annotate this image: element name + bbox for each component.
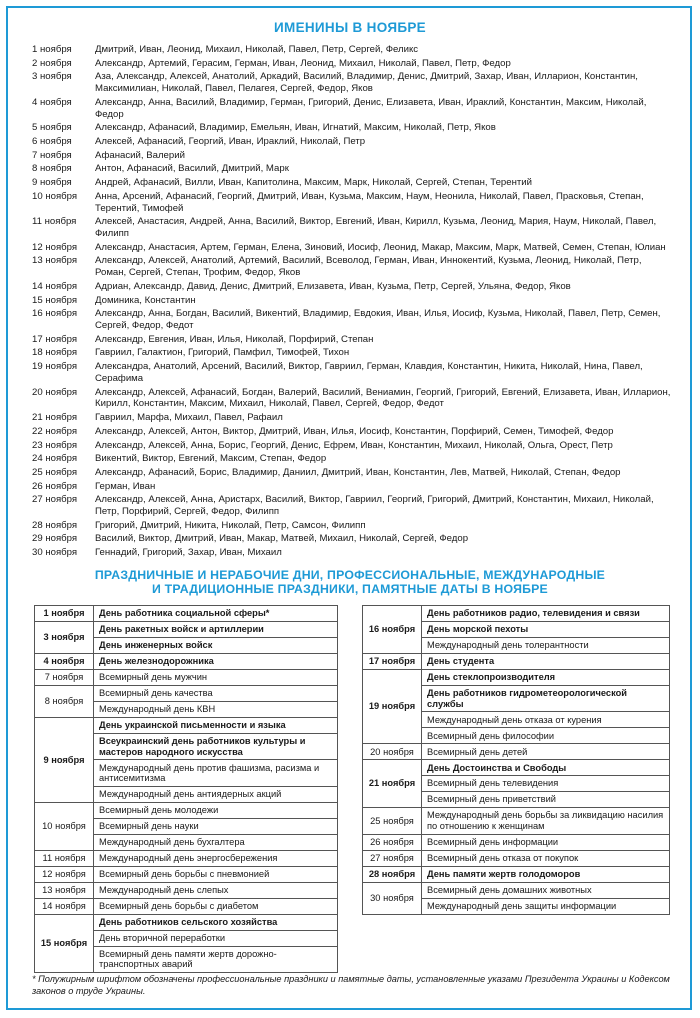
name-day-row [32, 295, 672, 307]
name-day-names: Александр, Евгения, Иван, Илья, Николай, Порфирий, Степан [95, 333, 374, 345]
name-day-names: Александр, Алексей, Анна, Аристарх, Василий, Виктор, Гавриил, Георгий, Григорий, Дмитрий, Константин, Михаил, Николай, Петр, Порфирий, Сергей, Федор, Филипп [95, 494, 654, 518]
name-day-names: Алексей, Анастасия, Андрей, Анна, Василий, Виктор, Евгений, Иван, Кирилл, Кузьма, Леонид, Мария, Наум, Николай, Павел, Филипп [95, 216, 657, 240]
holiday-event: День работников гидрометеорологической службы [422, 685, 670, 712]
name-day-row [32, 426, 672, 438]
name-day-names: Афанасий, Валерий [95, 149, 185, 161]
holiday-event: Всемирный день домашних животных [422, 882, 670, 898]
holiday-date: 17 ноября [363, 653, 422, 669]
holidays-title [20, 568, 680, 596]
holiday-row [35, 685, 338, 701]
name-day-names: Александр, Анна, Василий, Владимир, Герман, Григорий, Денис, Елизавета, Иван, Ираклий, Константин, Максим, Николай, Федор [95, 96, 647, 120]
holiday-date: 4 ноября [35, 653, 94, 669]
name-day-row [32, 163, 672, 175]
name-day-row [32, 547, 672, 559]
holiday-row [35, 621, 338, 637]
name-day-date: 7 ноября [32, 149, 72, 161]
holiday-row [363, 669, 670, 685]
holiday-row [35, 866, 338, 882]
name-day-date: 17 ноября [32, 333, 78, 345]
holiday-event: День ракетных войск и артиллерии [94, 621, 338, 637]
holiday-row [363, 850, 670, 866]
name-day-row [32, 281, 672, 293]
name-day-date: 18 ноября [32, 347, 78, 359]
holiday-row [35, 802, 338, 818]
name-day-date: 25 ноября [32, 466, 78, 478]
name-day-names: Антон, Афанасий, Василий, Дмитрий, Марк [95, 163, 289, 175]
name-day-date: 22 ноября [32, 425, 78, 437]
name-day-date: 13 ноября [32, 255, 78, 267]
holiday-date: 13 ноября [35, 882, 94, 898]
holiday-row [35, 850, 338, 866]
holiday-date: 16 ноября [363, 606, 422, 654]
name-day-names: Гавриил, Марфа, Михаил, Павел, Рафаил [95, 412, 283, 424]
name-day-date: 4 ноября [32, 96, 72, 108]
holiday-event: Всемирный день приветствий [422, 792, 670, 808]
name-days-title: ИМЕНИНЫ В НОЯБРЕ [274, 20, 426, 35]
name-day-names: Доминика, Константин [95, 294, 196, 306]
holiday-event: День Достоинства и Свободы [422, 760, 670, 776]
holiday-event: Всемирный день телевидения [422, 776, 670, 792]
holiday-event: Всемирный день отказа от покупок [422, 850, 670, 866]
name-day-row [32, 361, 672, 385]
name-day-row [32, 136, 672, 148]
name-day-row [32, 58, 672, 70]
name-day-row [32, 334, 672, 346]
holiday-event: Международный день КВН [94, 701, 338, 717]
name-day-date: 8 ноября [32, 163, 72, 175]
holiday-event: Всемирный день мужчин [94, 669, 338, 685]
holiday-event: День студента [422, 653, 670, 669]
holiday-event: Международный день борьбы за ликвидацию насилия по отношению к женщинам [422, 808, 670, 835]
name-day-names: Анна, Арсений, Афанасий, Георгий, Дмитрий, Иван, Кузьма, Максим, Наум, Неонила, Николай, Павел, Прасковья, Степан, Терентий, Тимофей [95, 190, 644, 214]
holiday-event: День работников сельского хозяйства [94, 914, 338, 930]
name-day-row [32, 150, 672, 162]
holiday-row [363, 882, 670, 898]
name-day-names: Александр, Артемий, Герасим, Герман, Иван, Леонид, Михаил, Николай, Павел, Петр, Федор [95, 57, 511, 69]
name-day-row [32, 97, 672, 121]
name-day-date: 20 ноября [32, 386, 78, 398]
name-day-row [32, 44, 672, 56]
holiday-date: 26 ноября [363, 834, 422, 850]
name-day-names: Адриан, Александр, Давид, Денис, Дмитрий, Елизавета, Иван, Кузьма, Петр, Сергей, Ульяна, Федор, Яков [95, 280, 571, 292]
name-day-date: 3 ноября [32, 71, 72, 83]
name-day-row [32, 412, 672, 424]
name-days-list [32, 44, 672, 561]
name-day-date: 15 ноября [32, 294, 78, 306]
holiday-event: Всемирный день борьбы с диабетом [94, 898, 338, 914]
name-day-row [32, 347, 672, 359]
name-day-names: Александра, Анатолий, Арсений, Василий, Виктор, Гавриил, Герман, Клавдия, Константин, Никита, Николай, Нина, Павел, Серафима [95, 361, 643, 384]
name-day-date: 9 ноября [32, 177, 72, 189]
name-day-names: Викентий, Виктор, Евгений, Максим, Степан, Федор [95, 453, 327, 465]
name-day-row [32, 308, 672, 332]
name-day-names: Геннадий, Григорий, Захар, Иван, Михаил [95, 547, 282, 559]
holiday-date: 28 ноября [363, 866, 422, 882]
holiday-row [363, 808, 670, 835]
name-day-date: 24 ноября [32, 453, 78, 465]
holiday-event: День памяти жертв голодоморов [422, 866, 670, 882]
holiday-event: Всемирный день памяти жертв дорожно-транспортных аварий [94, 946, 338, 973]
name-day-names: Герман, Иван [95, 480, 156, 492]
holiday-date: 3 ноября [35, 621, 94, 653]
holiday-event: День работника социальной сферы* [94, 606, 338, 622]
holiday-row [363, 834, 670, 850]
name-day-date: 21 ноября [32, 412, 78, 424]
name-day-row [32, 453, 672, 465]
holiday-event: Всемирный день борьбы с пневмонией [94, 866, 338, 882]
name-day-names: Андрей, Афанасий, Вилли, Иван, Капитолина, Максим, Марк, Николай, Сергей, Степан, Терентий [95, 177, 532, 189]
holiday-row [35, 653, 338, 669]
holiday-event: День вторичной переработки [94, 930, 338, 946]
holiday-date: 11 ноября [35, 850, 94, 866]
holiday-event: Международный день бухгалтера [94, 834, 338, 850]
holiday-date: 7 ноября [35, 669, 94, 685]
holiday-event: День морской пехоты [422, 621, 670, 637]
name-day-date: 6 ноября [32, 136, 72, 148]
name-day-date: 5 ноября [32, 122, 72, 134]
holiday-date: 30 ноября [363, 882, 422, 914]
name-day-date: 23 ноября [32, 439, 78, 451]
name-day-row [32, 387, 672, 411]
name-day-row [32, 440, 672, 452]
name-day-names: Александр, Алексей, Анатолий, Артемий, Василий, Всеволод, Герман, Иван, Иннокентий, Кузьма, Леонид, Николай, Петр, Роман, Сергей, Степан, Трофим, Федор, Яков [95, 255, 642, 279]
holiday-row [363, 744, 670, 760]
name-day-names: Василий, Виктор, Дмитрий, Иван, Макар, Матвей, Михаил, Николай, Сергей, Федор [95, 533, 469, 545]
name-day-names: Александр, Анна, Богдан, Василий, Викентий, Владимир, Евдокия, Иван, Илья, Иосиф, Кузьма, Николай, Павел, Петр, Семен, Сергей, Федор, Федот [95, 308, 661, 332]
name-day-row [32, 191, 672, 215]
holiday-event: Международный день отказа от курения [422, 712, 670, 728]
name-day-date: 14 ноября [32, 280, 78, 292]
name-day-row [32, 216, 672, 240]
name-day-names: Гавриил, Галактион, Григорий, Памфил, Тимофей, Тихон [95, 347, 350, 359]
holiday-date: 19 ноября [363, 669, 422, 743]
name-day-row [32, 122, 672, 134]
holiday-row [35, 669, 338, 685]
holiday-row [363, 760, 670, 776]
holiday-event: Всемирный день молодежи [94, 802, 338, 818]
holiday-date: 12 ноября [35, 866, 94, 882]
holidays-table-left [34, 605, 338, 973]
holiday-event: День украинской письменности и языка [94, 717, 338, 733]
name-day-names: Григорий, Дмитрий, Никита, Николай, Петр, Самсон, Филипп [95, 519, 366, 531]
name-day-row [32, 520, 672, 532]
name-day-names: Александр, Афанасий, Борис, Владимир, Даниил, Дмитрий, Иван, Константин, Лев, Матвей, Николай, Степан, Федор [95, 466, 621, 478]
holiday-date: 15 ноября [35, 914, 94, 973]
name-day-row [32, 494, 672, 518]
holiday-row [35, 882, 338, 898]
holiday-date: 1 ноября [35, 606, 94, 622]
name-day-date: 1 ноября [32, 44, 72, 55]
holidays-title-line2: И ТРАДИЦИОННЫЕ ПРАЗДНИКИ, ПАМЯТНЫЕ ДАТЫ В НОЯБРЕ [152, 582, 548, 596]
name-day-date: 11 ноября [32, 216, 77, 228]
holiday-event: День стеклопроизводителя [422, 669, 670, 685]
holiday-row [35, 717, 338, 733]
holiday-event: Международный день толерантности [422, 637, 670, 653]
name-day-row [32, 533, 672, 545]
name-day-date: 19 ноября [32, 361, 78, 373]
name-day-date: 26 ноября [32, 480, 78, 492]
name-day-names: Александр, Алексей, Афанасий, Богдан, Валерий, Василий, Вениамин, Георгий, Григорий, Евгений, Елизавета, Иван, Илларион, Кирилл, Константин, Максим, Михаил, Николай, Павел, Сергей, Федор, Федот [95, 386, 671, 410]
name-day-date: 28 ноября [32, 519, 78, 531]
holiday-row [35, 914, 338, 930]
holiday-date: 14 ноября [35, 898, 94, 914]
holiday-date: 21 ноября [363, 760, 422, 808]
holiday-date: 10 ноября [35, 802, 94, 850]
holiday-event: Всемирный день философии [422, 728, 670, 744]
holiday-event: День работников радио, телевидения и связи [422, 606, 670, 622]
name-day-names: Александр, Алексей, Анна, Борис, Георгий, Денис, Ефрем, Иван, Константин, Михаил, Николай, Ольга, Орест, Петр [95, 439, 613, 451]
name-day-date: 29 ноября [32, 533, 78, 545]
name-day-date: 16 ноября [32, 308, 78, 320]
name-day-row [32, 467, 672, 479]
name-day-date: 2 ноября [32, 57, 72, 69]
holiday-date: 27 ноября [363, 850, 422, 866]
name-day-names: Александр, Алексей, Антон, Виктор, Дмитрий, Иван, Илья, Иосиф, Константин, Порфирий, Семен, Тимофей, Федор [95, 425, 614, 437]
name-day-row [32, 242, 672, 254]
name-day-date: 27 ноября [32, 494, 78, 506]
name-day-names: Аза, Александр, Алексей, Анатолий, Аркадий, Василий, Владимир, Денис, Дмитрий, Захар, Иван, Илларион, Константин, Максимилиан, Николай, Павел, Пелагея, Сергей, Федор, Яков [95, 71, 638, 95]
holiday-event: Всемирный день науки [94, 818, 338, 834]
holiday-row [363, 653, 670, 669]
holidays-title-line1: ПРАЗДНИЧНЫЕ И НЕРАБОЧИЕ ДНИ, ПРОФЕССИОНАЛЬНЫЕ, МЕЖДУНАРОДНЫЕ [94, 568, 606, 582]
holiday-event: День инженерных войск [94, 637, 338, 653]
name-day-names: Александр, Анастасия, Артем, Герман, Елена, Зиновий, Иосиф, Леонид, Макар, Максим, Марк, Матвей, Семен, Степан, Юлиан [95, 241, 666, 253]
holiday-event: Всеукраинский день работников культуры и мастеров народного искусства [94, 733, 338, 760]
name-day-date: 10 ноября [32, 190, 78, 202]
holiday-event: День железнодорожника [94, 653, 338, 669]
holiday-event: Всемирный день информации [422, 834, 670, 850]
name-day-names: Дмитрий, Иван, Леонид, Михаил, Николай, Павел, Петр, Сергей, Феликс [95, 44, 419, 55]
holiday-date: 9 ноября [35, 717, 94, 802]
name-day-row [32, 255, 672, 279]
holiday-row [363, 866, 670, 882]
holiday-row [35, 606, 338, 622]
holidays-table-right [362, 605, 670, 915]
holiday-date: 8 ноября [35, 685, 94, 717]
holiday-row [363, 606, 670, 622]
holiday-row [35, 898, 338, 914]
holiday-event: Международный день защиты информации [422, 898, 670, 914]
holiday-date: 25 ноября [363, 808, 422, 835]
holiday-event: Международный день против фашизма, расизма и антисемитизма [94, 760, 338, 787]
name-day-row [32, 177, 672, 189]
name-day-row [32, 71, 672, 95]
holiday-event: Международный день антиядерных акций [94, 786, 338, 802]
footnote: * Полужирным шрифтом обозначены профессиональные праздники и памятные даты, установленные указами Президента Украины и Кодексом законов о труде Украины. [32, 974, 670, 996]
name-day-date: 30 ноября [32, 547, 78, 559]
holiday-event: Всемирный день качества [94, 685, 338, 701]
holiday-event: Всемирный день детей [422, 744, 670, 760]
holiday-event: Международный день слепых [94, 882, 338, 898]
name-day-names: Алексей, Афанасий, Георгий, Иван, Ираклий, Николай, Петр [95, 136, 366, 148]
name-day-date: 12 ноября [32, 241, 78, 253]
holiday-event: Международный день энергосбережения [94, 850, 338, 866]
holiday-date: 20 ноября [363, 744, 422, 760]
name-day-names: Александр, Афанасий, Владимир, Емельян, Иван, Игнатий, Максим, Николай, Петр, Яков [95, 122, 496, 134]
name-day-row [32, 481, 672, 493]
